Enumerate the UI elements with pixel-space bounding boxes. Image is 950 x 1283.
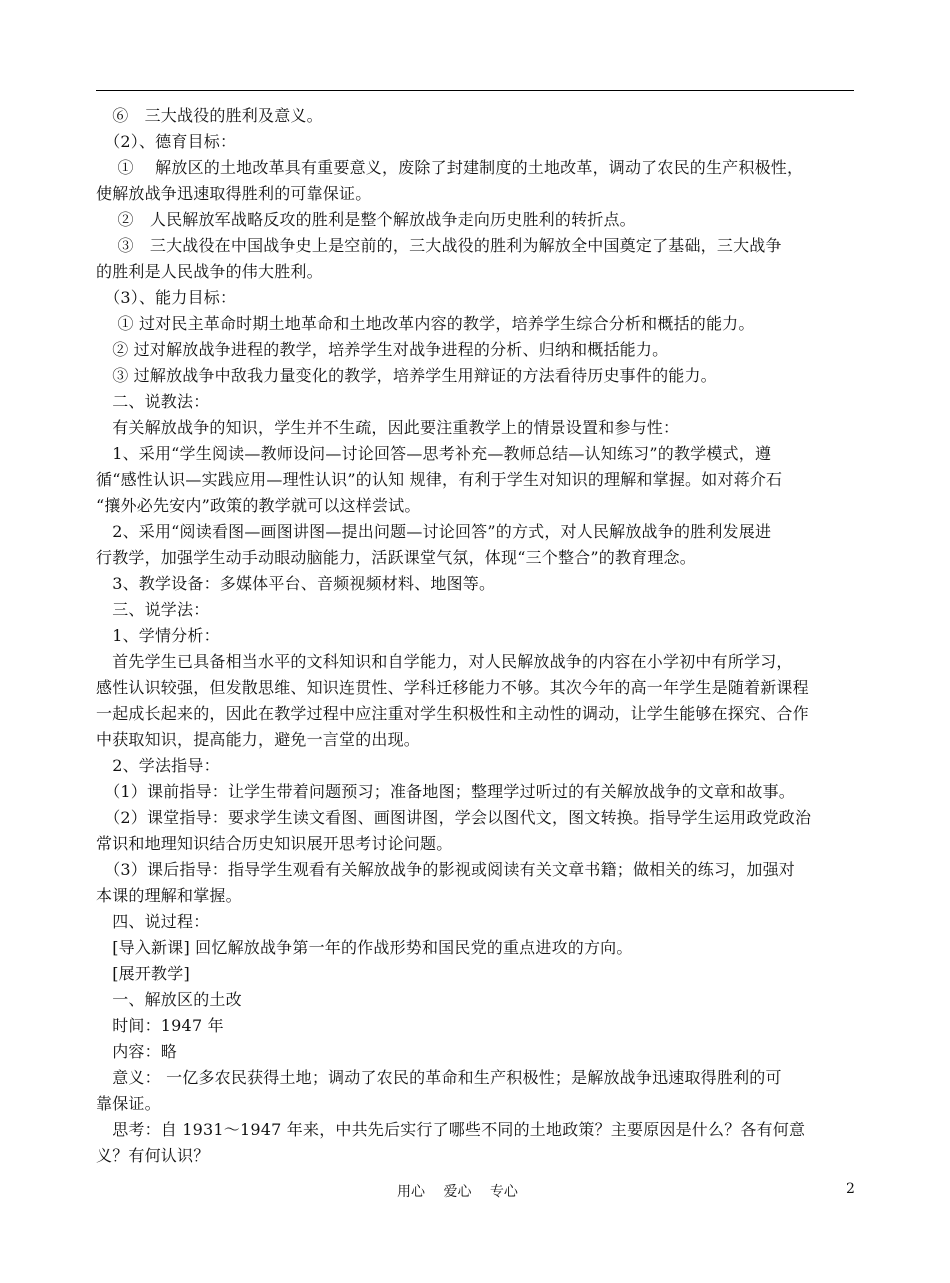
text-line: “攘外必先安内”政策的教学就可以这样尝试。 [96, 496, 421, 515]
header-rule [96, 90, 854, 91]
text-line: 义？有何认识？ [96, 1146, 210, 1165]
text-line: （1）课前指导：让学生带着问题预习；准备地图；整理学过听过的有关解放战争的文章和故事。 [96, 782, 795, 801]
text-line: 1、学情分析： [96, 626, 220, 645]
text-line: ① 过对民主革命时期土地革命和土地改革内容的教学，培养学生综合分析和概括的能力。 [96, 314, 755, 333]
text-line: ③ 过解放战争中敌我力量变化的教学，培养学生用辩证的方法看待历史事件的能力。 [96, 366, 717, 385]
text-line: 本课的理解和掌握。 [96, 886, 242, 905]
text-line: 一、解放区的土改 [96, 990, 242, 1009]
text-line: 一起成长起来的，因此在教学过程中应注重对学生积极性和主动性的调动，让学生能够在探究、合作 [96, 704, 809, 723]
text-line: （3）、能力目标： [96, 288, 237, 307]
text-line: 意义： 一亿多农民获得土地；调动了农民的革命和生产积极性；是解放战争迅速取得胜利的可 [96, 1068, 782, 1087]
text-line: 使解放战争迅速取得胜利的可靠保证。 [96, 184, 372, 203]
text-line: （2）、德育目标： [96, 132, 237, 151]
text-line: 行教学，加强学生动手动眼动脑能力，活跃课堂气氛，体现“三个整合”的教育理念。 [96, 548, 696, 567]
page-number: 2 [846, 1181, 855, 1197]
text-line: 首先学生已具备相当水平的文科知识和自学能力，对人民解放战争的内容在小学初中有所学习， [96, 652, 793, 671]
text-line: 二、说教法： [96, 392, 210, 411]
text-line: ① 解放区的土地改革具有重要意义，废除了封建制度的土地改革，调动了农民的生产积极性， [96, 158, 804, 177]
text-line: ③ 三大战役在中国战争史上是空前的，三大战役的胜利为解放全中国奠定了基础，三大战争 [96, 236, 782, 255]
text-line: 时间：1947 年 [96, 1016, 224, 1035]
text-line: （2）课堂指导：要求学生读文看图、画图讲图，学会以图代文，图文转换。指导学生运用政党政治 [96, 808, 812, 827]
text-line: 1、采用“学生阅读—教师设问—讨论回答—思考补充—教师总结—认知练习”的教学模式，遵 [96, 444, 772, 463]
text-line: 内容：略 [96, 1042, 178, 1061]
text-line: 中获取知识，提高能力，避免一言堂的出现。 [96, 730, 421, 749]
text-line: 2、采用“阅读看图—画图讲图—提出问题—讨论回答”的方式，对人民解放战争的胜利发展进 [96, 522, 772, 541]
text-line: 四、说过程： [96, 912, 210, 931]
text-line: ② 过对解放战争进程的教学，培养学生对战争进程的分析、归纳和概括能力。 [96, 340, 669, 359]
text-line: ⑥ 三大战役的胜利及意义。 [96, 106, 323, 125]
text-line: [导入新课] 回忆解放战争第一年的作战形势和国民党的重点进攻的方向。 [96, 938, 633, 957]
text-line: [展开教学] [96, 964, 190, 983]
text-line: 2、学法指导： [96, 756, 220, 775]
text-line: 感性认识较强，但发散思维、知识连贯性、学科迁移能力不够。其次今年的高一年学生是随着新课程 [96, 678, 809, 697]
text-line: 有关解放战争的知识，学生并不生疏，因此要注重教学上的情景设置和参与性： [96, 418, 680, 437]
text-line: ② 人民解放军战略反攻的胜利是整个解放战争走向历史胜利的转折点。 [96, 210, 636, 229]
text-line: 的胜利是人民战争的伟大胜利。 [96, 262, 323, 281]
document-body [96, 103, 856, 1169]
text-line: 三、说学法： [96, 600, 210, 619]
text-line: 靠保证。 [96, 1094, 161, 1113]
text-line: 思考：自 1931～1947 年来，中共先后实行了哪些不同的土地政策？主要原因是什么？各有何意 [96, 1120, 806, 1139]
text-line: 3、教学设备：多媒体平台、音频视频材料、地图等。 [96, 574, 496, 593]
text-line: （3）课后指导：指导学生观看有关解放战争的影视或阅读有关文章书籍；做相关的练习，加强对 [96, 860, 795, 879]
text-line: 循“感性认识—实践应用—理性认识”的认知 规律，有利于学生对知识的理解和掌握。如对蒋介石 [96, 470, 783, 489]
text-line: 常识和地理知识结合历史知识展开思考讨论问题。 [96, 834, 453, 853]
footer-motto: 用心 爱心 专心 [397, 1184, 518, 1200]
